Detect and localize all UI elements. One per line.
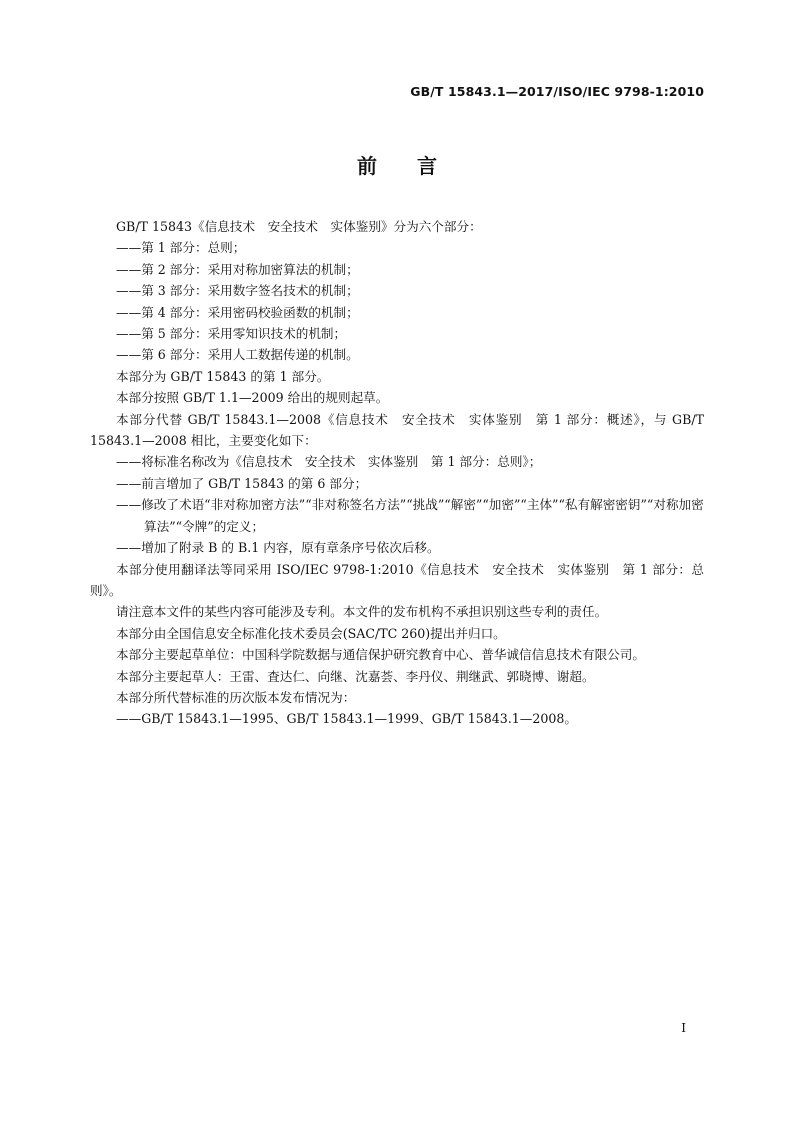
list-item-part-5: ——第 5 部分：采用零知识技术的机制； bbox=[116, 326, 347, 342]
list-item-part-6: ——第 6 部分：采用人工数据传递的机制。 bbox=[116, 347, 359, 363]
patent-notice: 请注意本文件的某些内容可能涉及专利。本文件的发布机构不承担识别这些专利的责任。 bbox=[116, 604, 608, 620]
standard-code-header: GB/T 15843.1—2017/ISO/IEC 9798-1:2010 bbox=[410, 84, 704, 99]
list-item-part-3: ——第 3 部分：采用数字签名技术的机制； bbox=[116, 283, 359, 299]
intro-paragraph: GB/T 15843《信息技术 安全技术 实体鉴别》分为六个部分： bbox=[116, 219, 482, 234]
list-item-part-2: ——第 2 部分：采用对称加密算法的机制； bbox=[116, 261, 359, 277]
change-item-annex: ——增加了附录 B 的 B.1 内容，原有章条序号依次后移。 bbox=[116, 540, 440, 556]
change-item-terms: ——修改了术语“非对称加密方法”“非对称签名方法”“挑战”“解密”“加密”“主体”“私有解密密钥”“对称加密算法”“令牌”的定义； bbox=[116, 497, 704, 534]
page-title: 前言 bbox=[357, 154, 477, 178]
history-versions: ——GB/T 15843.1—1995、GB/T 15843.1—1999、GB/T 15843.1—2008。 bbox=[116, 711, 578, 727]
drafters: 本部分主要起草人：王雷、査达仁、向继、沈嘉荟、李丹仪、荆继武、郭晓博、谢超。 bbox=[116, 668, 595, 684]
foreword-body bbox=[90, 216, 704, 730]
change-item-foreword: ——前言增加了 GB/T 15843 的第 6 部分； bbox=[116, 475, 368, 491]
part-statement: 本部分为 GB/T 15843 的第 1 部分。 bbox=[116, 368, 330, 384]
list-item-part-4: ——第 4 部分：采用密码校验函数的机制； bbox=[116, 304, 359, 320]
drafting-units: 本部分主要起草单位：中国科学院数据与通信保护研究教育中心、普华诚信信息技术有限公司。 bbox=[116, 647, 645, 663]
change-item-title: ——将标准名称改为《信息技术 安全技术 实体鉴别 第 1 部分：总则》； bbox=[116, 454, 542, 470]
page-number: I bbox=[681, 1021, 686, 1035]
adoption-statement: 本部分使用翻译法等同采用 ISO/IEC 9798-1:2010《信息技术 安全技术 实体鉴别 第 1 部分：总则》。 bbox=[90, 561, 704, 598]
drafting-rules-statement: 本部分按照 GB/T 1.1—2009 给出的规则起草。 bbox=[116, 390, 389, 406]
replacement-statement: 本部分代替 GB/T 15843.1—2008《信息技术 安全技术 实体鉴别 第 1 部分：概述》，与 GB/T 15843.1—2008 相比，主要变化如下： bbox=[90, 411, 704, 449]
history-intro: 本部分所代替标准的历次版本发布情况为： bbox=[116, 689, 356, 705]
list-item-part-1: ——第 1 部分：总则； bbox=[116, 240, 246, 256]
proposer-statement: 本部分由全国信息安全标准化技术委员会(SAC/TC 260)提出并归口。 bbox=[116, 625, 506, 641]
